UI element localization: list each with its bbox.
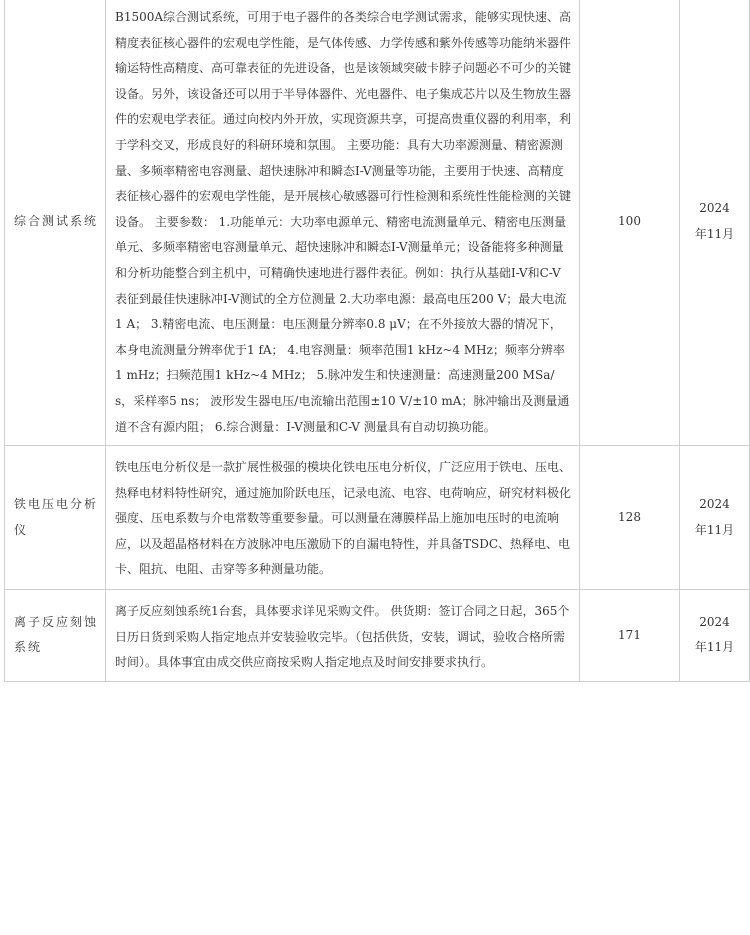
procurement-table: [4, 0, 750, 682]
item-name-cell: 离子反应刻蚀系统: [5, 590, 106, 682]
item-description-cell: B1500A综合测试系统，可用于电子器件的各类综合电学测试需求，能够实现快速、高精度表征核心器件的宏观电学性能，是气体传感、力学传感和紫外传感等功能纳米器件输运特性高精度、高可靠表征的先进设备，也是该领域突破卡脖子问题必不可少的关键设备。另外，该设备还可以用于半导体器件、光电器件、电子集成芯片以及生物放生器件的宏观电学表征。通过向校内外开放，实现资源共享，可提高贵重仪器的利用率，利于学科交叉，形成良好的科研环境和氛围。 主要功能：具有大功率源测量、精密源测量、多频率精密电容测量、超快速脉冲和瞬态I-V测量等功能，主要用于快速、高精度表征核心器件的宏观电学性能，是开展核心敏感器可行性检测和系统性性能检测的关键设备。 主要参数： 1.功能单元：大功率电源单元、精密电流测量单元、精密电压测量单元、多频率精密电容测量单元、超快速脉冲和瞬态I-V测量单元；设备能将多种测量和分析功能整合到主机中，可精确快速地进行器件表征。例如：执行从基础I-V和C-V表征到最佳快速脉冲I-V测试的全方位测量 2.大功率电源：最高电压200 V；最大电流1 A； 3.精密电流、电压测量：电压测量分辨率0.8 μV；在不外接放大器的情况下，本身电流测量分辨率优于1 fA； 4.电容测量：频率范围1 kHz~4 MHz；频率分辨率1 mHz；扫频范围1 kHz~4 MHz； 5.脉冲发生和快速测量：高速测量200 MSa/s，采样率5 ns； 波形发生器电压/电流输出范围±10 V/±10 mA；脉冲输出及测量通道不含有源内阻； 6.综合测量：I-V测量和C-V 测量具有自动切换功能。: [106, 0, 580, 446]
item-description-cell: 铁电压电分析仪是一款扩展性极强的模块化铁电压电分析仪，广泛应用于铁电、压电、热释电材料特性研究，通过施加阶跃电压，记录电流、电容、电荷响应，研究材料极化强度、压电系数与介电常数等重要参量。可以测量在薄膜样品上施加电压时的电流响应，以及超晶格材料在方波脉冲电压激励下的自漏电特性，并具备TSDC、热释电、电卡、阻抗、电阻、击穿等多种测量功能。: [106, 446, 580, 590]
item-quantity-cell: 128: [580, 446, 680, 590]
item-quantity-cell: 171: [580, 590, 680, 682]
item-quantity-cell: 100: [580, 0, 680, 446]
item-name-cell: 综合测试系统: [5, 0, 106, 446]
item-name-cell: 铁电压电分析仪: [5, 446, 106, 590]
table-row: [5, 446, 750, 590]
item-date-cell: 2024年11月: [680, 590, 750, 682]
table-row: [5, 590, 750, 682]
item-date-cell: 2024年11月: [680, 0, 750, 446]
item-description-cell: 离子反应刻蚀系统1台套，具体要求详见采购文件。 供货期：签订合同之日起，365个日历日货到采购人指定地点并安装验收完毕。（包括供货，安装，调试，验收合格所需时间）。具体事宜由成交供应商按采购人指定地点及时间安排要求执行。: [106, 590, 580, 682]
table-row: [5, 0, 750, 446]
item-date-cell: 2024年11月: [680, 446, 750, 590]
